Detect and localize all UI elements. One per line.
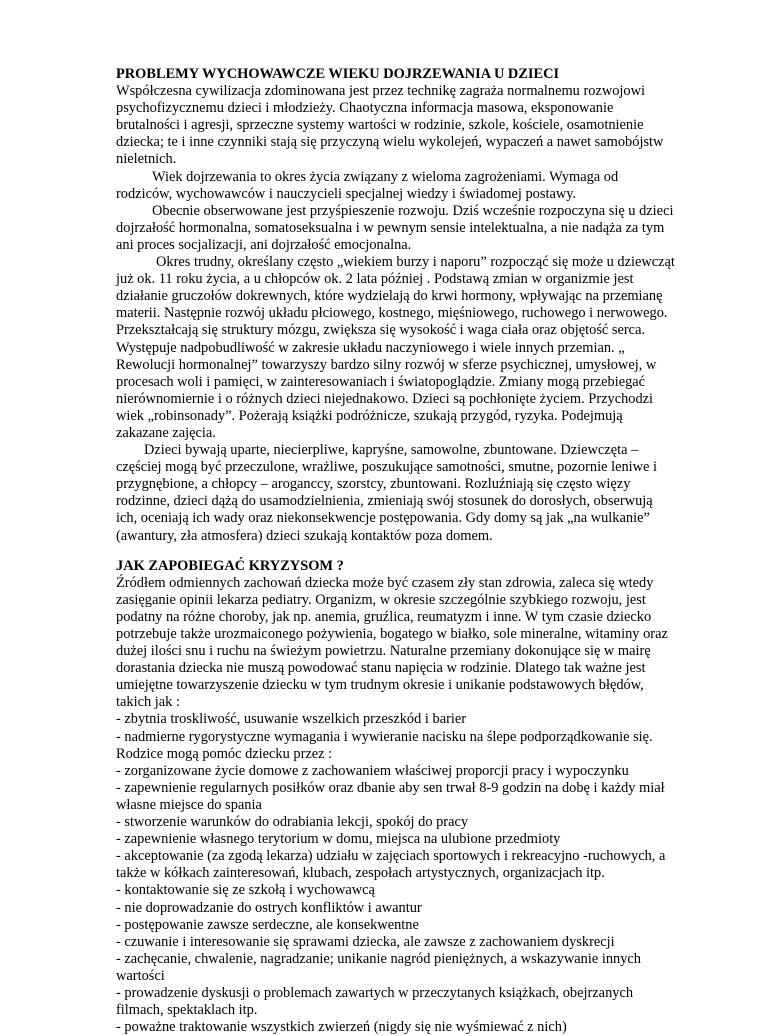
help-list (116, 763, 676, 1036)
paragraph-adolescence: Wiek dojrzewania to okres życia związany z wieloma zagrożeniami. Wymaga od rodziców, wychowawców i nauczycieli specjalnej wiedzy i świadomej postawy. (116, 168, 619, 202)
list-item: - stworzenie warunków do odrabiania lekcji, spokój do pracy (116, 814, 469, 831)
list-item: - kontaktowanie się ze szkołą i wychowawcą (116, 882, 375, 899)
list-item: - zachęcanie, chwalenie, nagradzanie; unikanie nagród pieniężnych, a wskazywanie innych wartości (116, 950, 642, 984)
list-item: - nadmierne rygorystyczne wymagania i wywieranie nacisku na ślepe podporządkowanie się. (116, 728, 653, 745)
list-item: - zorganizowane życie domowe z zachowaniem właściwej proporcji pracy i wypoczynku (116, 762, 629, 779)
section-1-heading: PROBLEMY WYCHOWAWCZE WIEKU DOJRZEWANIA U DZIECI (116, 66, 560, 82)
list-item: - akceptowanie (za zgodą lekarza) udziału w zajęciach sportowych i rekreacyjno -ruchowych, a także w kółkach zainteresowań, klubach, zespołach artystycznych, organizacjach itp. (116, 848, 666, 882)
paragraph-intro: Współczesna cywilizacja zdominowana jest przez technikę zagraża normalnemu rozwojowi psychofizycznemu dzieci i młodzieży. Chaotyczna informacja masowa, eksponowanie brutalności i agresji, sprzeczne systemy wartości w rodzinie, szkole, kościele, osamotnienie dziecka; te i inne czynniki stają się przyczyną wielu wykolejeń, wypaczeń a nawet samobójstw nieletnich. (116, 83, 664, 168)
list-item: - zapewnienie regularnych posiłków oraz dbanie aby sen trwał 8-9 godzin na dobę i każdy miał własne miejsce do spania (116, 779, 665, 813)
list-item: - nie doprowadzanie do ostrych konfliktów i awantur (116, 899, 422, 916)
list-item: - czuwanie i interesowanie się sprawami dziecka, ale zawsze z zachowaniem dyskrecji (116, 933, 615, 950)
list-item: - zbytnia troskliwość, usuwanie wszelkich przeszkód i barier (116, 711, 467, 728)
list-item: - postępowanie zawsze serdeczne, ale konsekwentne (116, 916, 419, 933)
paragraph-behaviour: Dzieci bywają uparte, niecierpliwe, kapryśne, samowolne, zbuntowane. Dziewczęta – częściej mogą być przeczulone, wrażliwe, poszukujące samotności, smutne, pozornie leniwe i przygnębione, a chłopcy – aroganccy, szorstcy, zbuntowani. Rozluźniają się często więzy rodzinne, dzieci dążą do usamodzielnienia, zmieniają swój stosunek do dorosłych, obserwują ich, oceniają ich wady oraz niekonsekwencje postępowania. Gdy domy są jak „na wulkanie” (awantury, zła atmosfera) dzieci szukają kontaktów poza domem. (116, 442, 658, 544)
help-intro: Rodzice mogą pomóc dziecku przez : (116, 745, 333, 762)
section-2-heading: JAK ZAPOBIEGAĆ KRYZYSOM ? (116, 557, 344, 574)
errors-list (116, 711, 676, 745)
document-page (116, 66, 676, 1036)
list-item: - poważne traktowanie wszystkich zwierzeń (nigdy się nie wyśmiewać z nich) (116, 1019, 567, 1036)
list-item: - zapewnienie własnego terytorium w domu, miejsca na ulubione przedmioty (116, 831, 561, 848)
list-item: - prowadzenie dyskusji o problemach zawartych w przeczytanych książkach, obejrzanych filmach, spektaklach itp. (116, 984, 634, 1019)
paragraph-acceleration: Obecnie obserwowane jest przyśpieszenie rozwoju. Dziś wcześnie rozpoczyna się u dzieci dojrzałość hormonalna, somatoseksualna i w pewnym sensie intelektualna, a nie nadąża za tym ani proces socjalizacji, ani dojrzałość emocjonalna. (116, 202, 674, 253)
paragraph-prevention-intro: Źródłem odmiennych zachowań dziecka może być czasem zły stan zdrowia, zaleca się wtedy zasięganie opinii lekarza pediatry. Organizm, w okresie szczególnie szybkiego rozwoju, jest podatny na różne choroby, jak np. anemia, gruźlica, reumatyzm i inne. W tym czasie dziecko potrzebuje także urozmaiconego pożywienia, bogatego w białko, sole mineralne, witaminy oraz dużej ilości snu i ruchu na świeżym powietrzu. Naturalne przemiany dokonujące się w mairę dorastania dziecka nie muszą powodować stanu napięcia w rodzinie. Dlatego tak ważne jest umiejętne towarzyszenie dziecku w tym trudnym okresie i unikanie podstawowych błędów, takich jak : (116, 574, 668, 711)
paragraph-storm-period: Okres trudny, określany często „wiekiem burzy i naporu” rozpocząć się może u dziewcząt już ok. 11 roku życia, a u chłopców ok. 2 lata później . Podstawą zmian w organizmie jest działanie gruczołów dokrewnych, które wydzielają do krwi hormony, wpływając na przemianę materii. Następnie rozwój układu płciowego, kostnego, mięśniowego, ruchowego i nerwowego. Przekształcają się struktury mózgu, zwiększa się wysokość i waga ciała oraz objętość serca. Występuje nadpobudliwość w zakresie układu naczyniowego i wiele innych przemian. „ Rewolucji hormonalnej” towarzyszy bardzo silny rozwój w sferze psychicznej, umysłowej, w procesach woli i pamięci, w zainteresowaniach i światopoglądzie. Zmiany mogą przebiegać nierównomiernie i o różnych dzieci niejednakowo. Dzieci są pochłonięte życiem. Przychodzi wiek „robinsonady”. Pożerają książki podróżnicze, szukają przygód, ryzyka. Podejmują zakazane zajęcia. (116, 254, 675, 441)
